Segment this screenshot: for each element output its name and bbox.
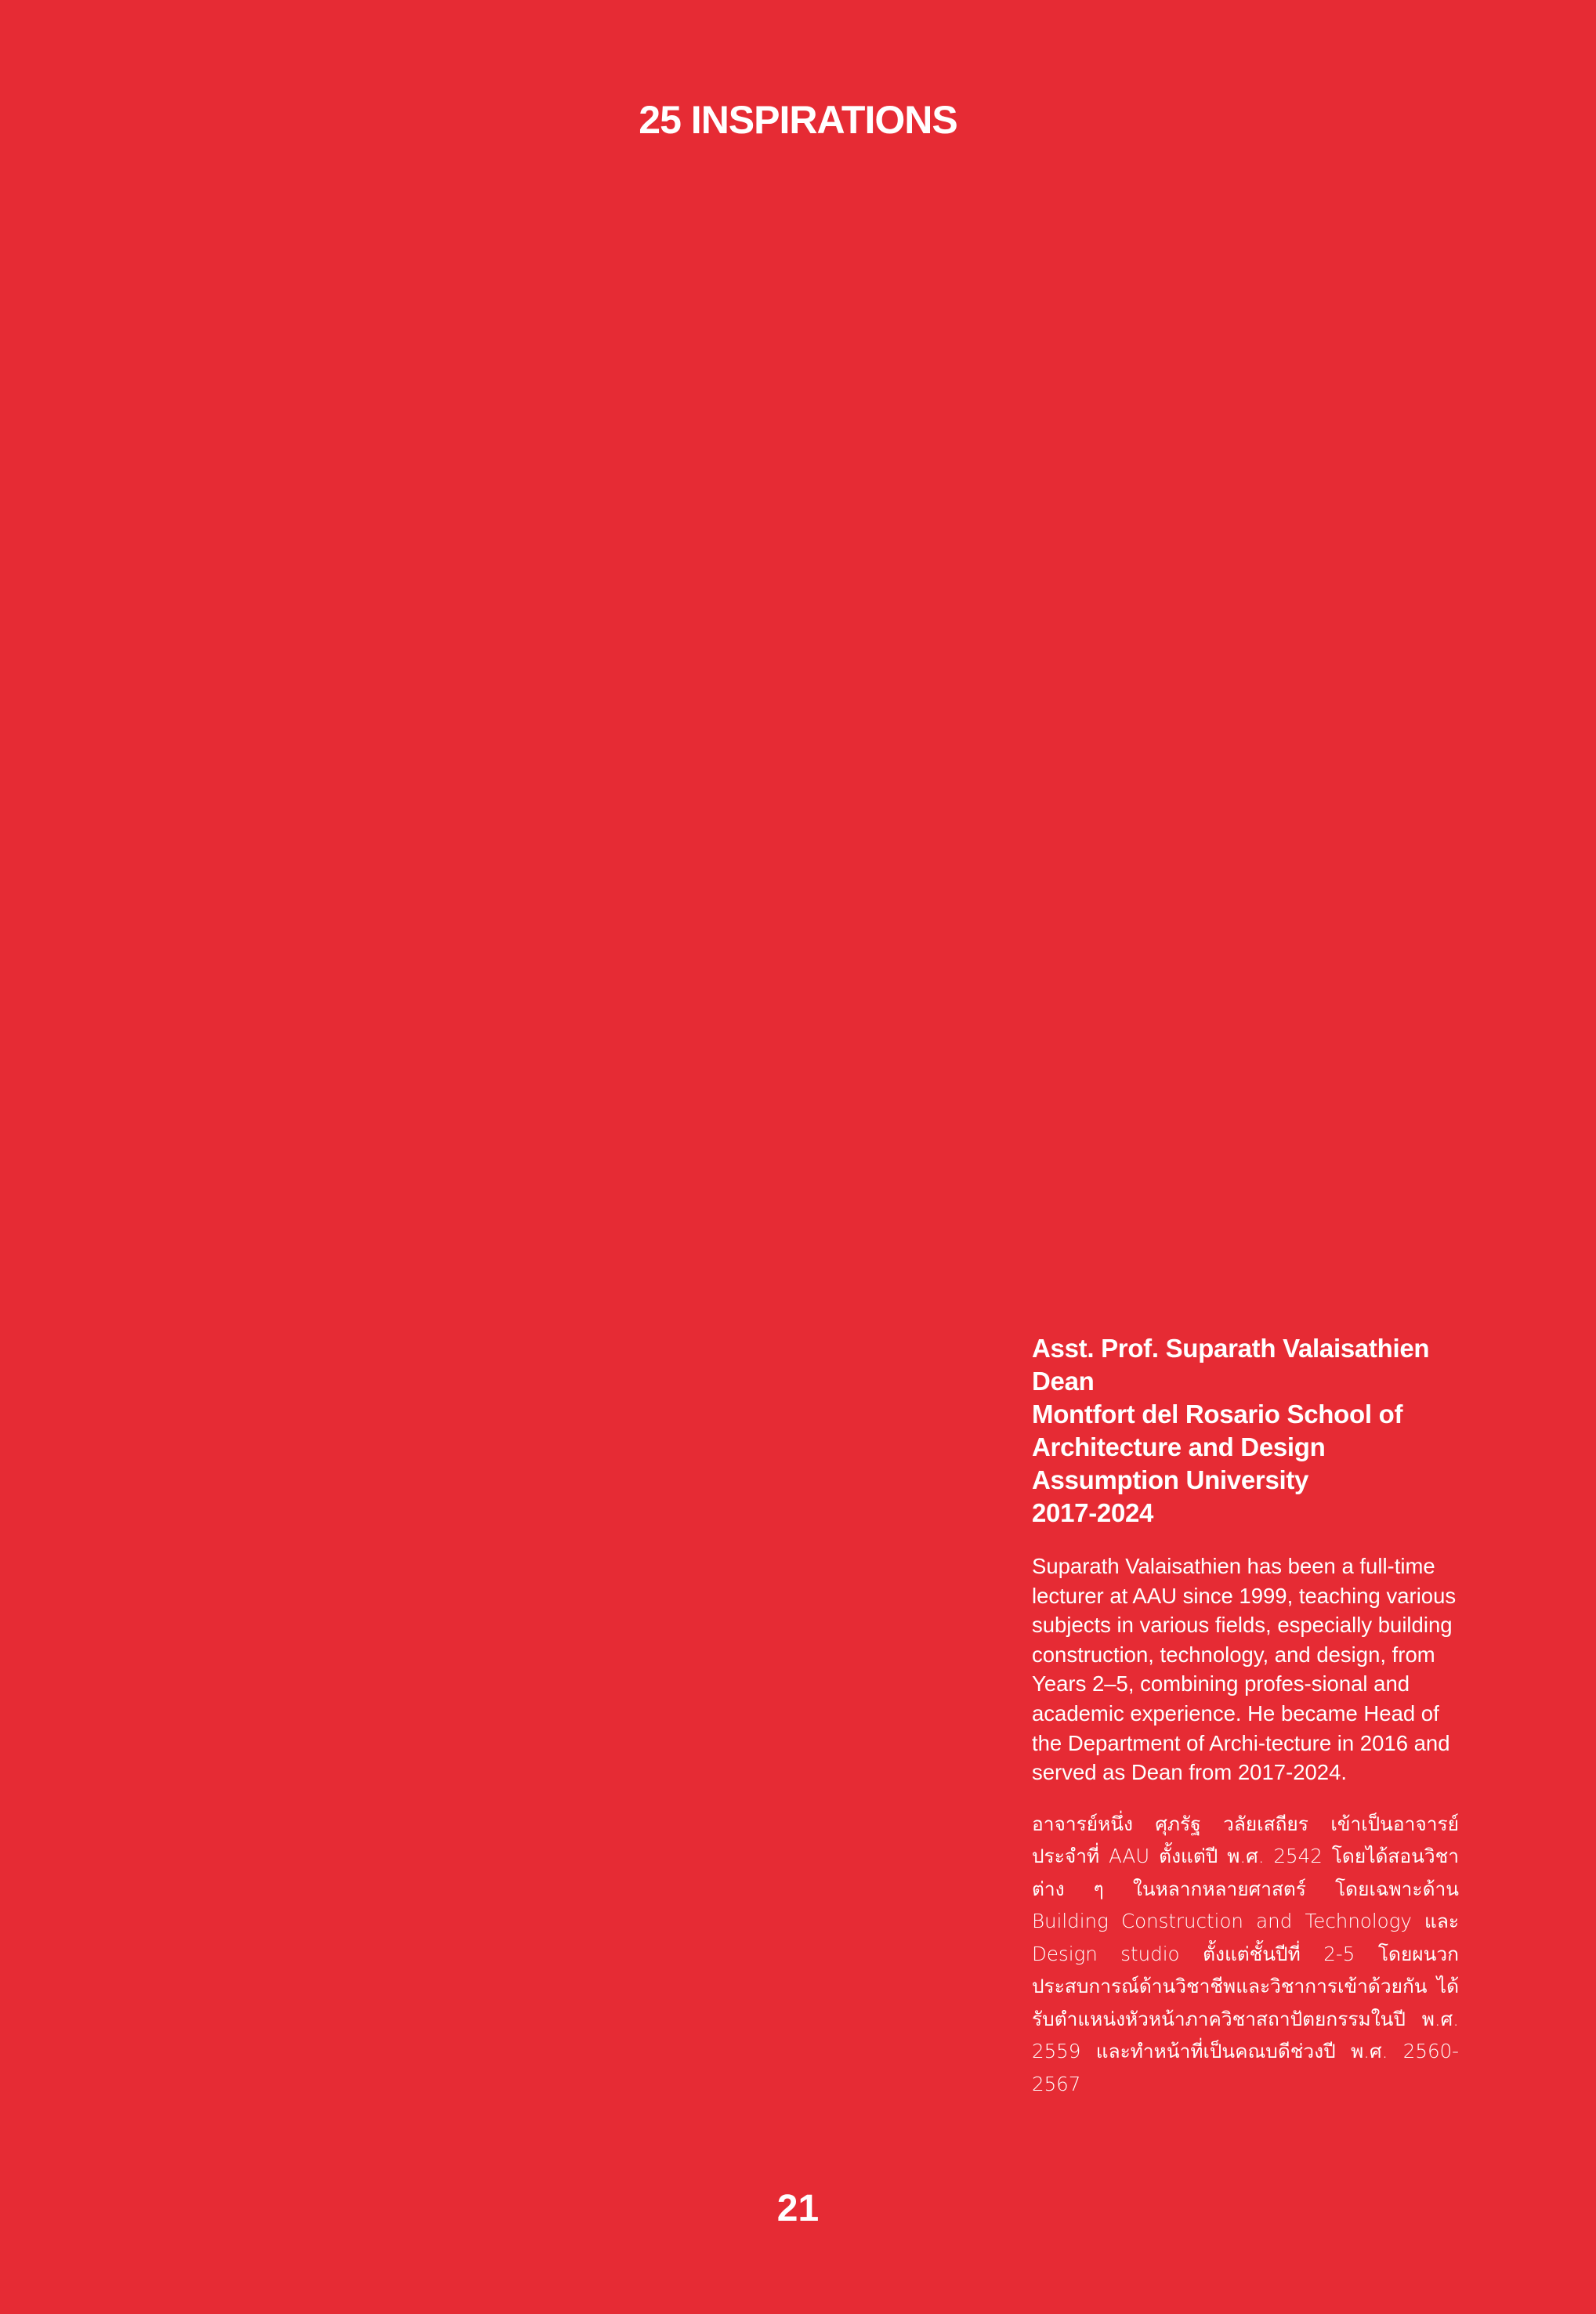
bio-school-line-1: Montfort del Rosario School of (1032, 1400, 1403, 1429)
bio-position: Dean (1032, 1367, 1095, 1396)
bio-section (1032, 1332, 1459, 2100)
bio-english-paragraph: Suparath Valaisathien has been a full-time lecturer at AAU since 1999, teaching various subjects in various fields, especially building construction, technology, and design, from Years 2–5, combining profes-sional and academic experience. He became Head of the Department of Archi-tecture in 2016 and served as Dean from 2017-2024. (1032, 1554, 1457, 1785)
bio-term: 2017-2024 (1032, 1498, 1154, 1527)
page-number: 21 (776, 2188, 820, 2229)
page-header-title: 25 INSPIRATIONS (639, 98, 957, 142)
bio-school-line-2: Architecture and Design (1032, 1432, 1326, 1461)
bio-university: Assumption University (1032, 1465, 1309, 1494)
bio-heading (1032, 1332, 1459, 1530)
bio-name: Asst. Prof. Suparath Valaisathien (1032, 1334, 1430, 1363)
bio-thai-paragraph: อาจารย์หนึ่ง ศุภรัฐ วลัยเสถียร เข้าเป็นอาจารย์ประจำที่ AAU ตั้งแต่ปี พ.ศ. 2542 โดยได้สอนวิชาต่าง ๆ ในหลากหลายศาสตร์ โดยเฉพาะด้าน Building Construction and Technology และ Design studio ตั้งแต่ชั้นปีที่ 2-5 โดยผนวกประสบการณ์ด้านวิชาชีพและวิชาการเข้าด้วยกัน ได้รับตำแหน่งหัวหน้าภาควิชาสถาปัตยกรรมในปี พ.ศ. 2559 และทำหน้าที่เป็นคณบดีช่วงปี พ.ศ. 2560-2567 (1032, 1812, 1459, 2095)
